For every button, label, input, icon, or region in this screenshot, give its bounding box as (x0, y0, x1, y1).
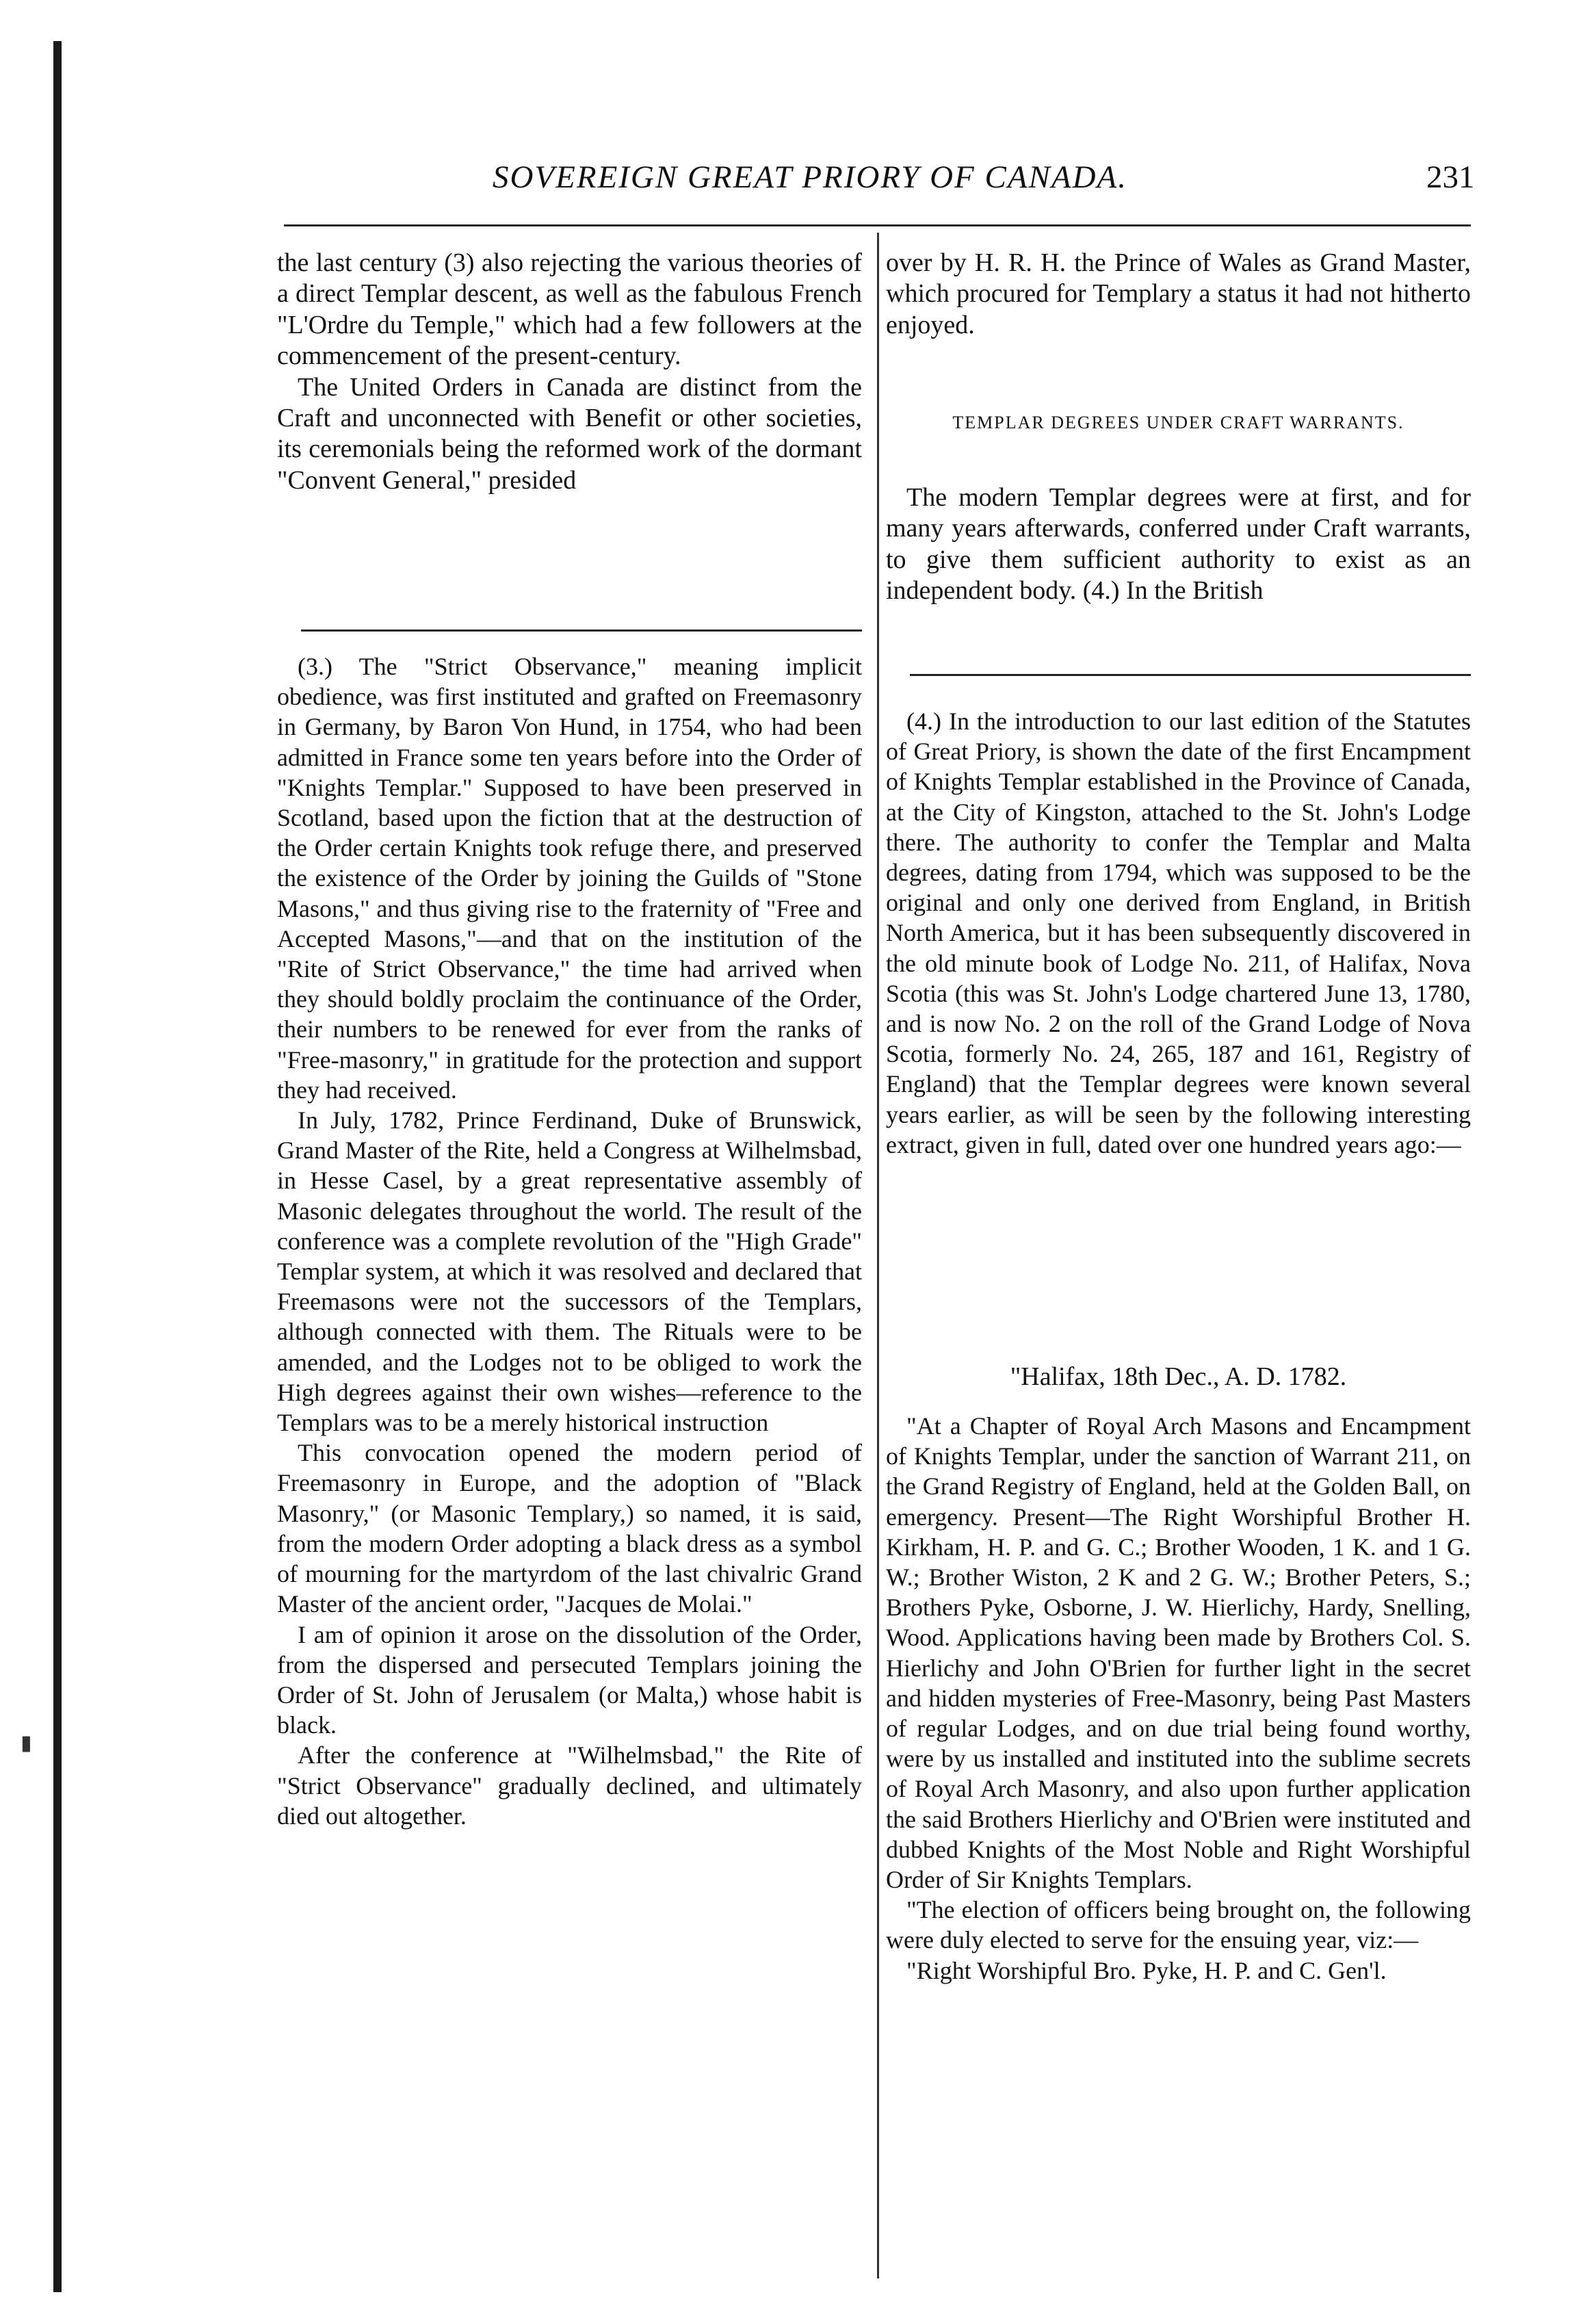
column-divider (877, 233, 879, 2278)
quoted-minutes (886, 1411, 1471, 1986)
footnote-3-paragraph-4: I am of opinion it arose on the dissolution of the Order, from the dispersed and persecuted Templars joining the Order of St. John of Jerusalem (or Malta,) whose habit is black. (277, 1620, 862, 1739)
quote-paragraph-3: "Right Worshipful Bro. Pyke, H. P. and C. Gen'l. (906, 1956, 1387, 1984)
header-rule (284, 224, 1471, 226)
footnote-3-paragraph-2: In July, 1782, Prince Ferdinand, Duke of Brunswick, Grand Master of the Rite, held a Congress at Wilhelmsbad, in Hesse Casel, by a great representative assembly of Masonic delegates throughout the world. The result of the conference was a complete revolution of the "High Grade" Templar system, at which it was resolved and declared that Freemasons were not the successors of the Templars, although connected with them. The Rituals were to be amended, and the Lodges not to be obliged to work the High degrees against their own wishes—reference to the Templars was to be a merely historical instruction (277, 1106, 862, 1437)
running-header-title: SOVEREIGN GREAT PRIORY OF CANADA. (493, 159, 1128, 195)
footnote-3-paragraph-3: This convocation opened the modern period of Freemasonry in Europe, and the adoption of "Black Masonry," (or Masonic Templary,) so named, it is said, from the modern Order adopting a black dress as a symbol of mourning for the martyrdom of the last chivalric Grand Master of the ancient order, "Jacques de Molai." (277, 1439, 862, 1618)
footnote-3-paragraph-5: After the conference at "Wilhelmsbad," the Rite of "Strict Observance" gradually declined, and ultimately died out altogether. (277, 1741, 862, 1830)
left-paragraph-2: The United Orders in Canada are distinct from the Craft and unconnected with Benefit or other societies, its ceremonials being the reformed work of the dormant "Convent General," presided (277, 372, 862, 495)
right-column-section-text (886, 482, 1471, 607)
page-number: 231 (1426, 159, 1475, 195)
footnote-4 (886, 706, 1471, 1160)
footnote-4-paragraph: (4.) In the introduction to our last edition of the Statutes of Great Priory, is shown the date of the first Encampment of Knights Templar established in the Province of Canada, at the City of Kingston, attached to the St. John's Lodge there. The authority to confer the Templar and Malta degrees, dating from 1794, which was supposed to be the original and only one derived from England, in British North America, but it has been subsequently discovered in the old minute book of Lodge No. 211, of Halifax, Nova Scotia (this was St. John's Lodge chartered June 13, 1780, and is now No. 2 on the roll of the Grand Lodge of Nova Scotia, formerly No. 24, 265, 187 and 161, Registry of England) that the Templar degrees were known several years earlier, as will be seen by the following interesting extract, given in full, dated over one hundred years ago:— (886, 707, 1471, 1158)
right-column-main-text (886, 248, 1471, 341)
left-footnote-rule (301, 629, 862, 632)
left-column-main-text (277, 248, 862, 496)
footnote-3 (277, 651, 862, 1831)
right-paragraph-1: over by H. R. H. the Prince of Wales as Grand Master, which procured for Templary a status it had not hitherto enjoyed. (886, 248, 1471, 339)
margin-mark: ▮ (21, 1732, 32, 1754)
left-paragraph-1: the last century (3) also rejecting the various theories of a direct Templar descent, as well as the fabulous French "L'Ordre du Temple," which had a few followers at the commencement of the present-century. (277, 248, 862, 371)
right-paragraph-2: The modern Templar degrees were at first, and for many years afterwards, conferred under Craft warrants, to give them sufficient authority to exist as an independent body. (4.) In the British (886, 483, 1471, 606)
quote-paragraph-2: "The election of officers being brought on, the following were duly elected to serve for the ensuing year, viz:— (886, 1896, 1471, 1954)
right-footnote-rule (910, 674, 1471, 676)
quote-paragraph-1: "At a Chapter of Royal Arch Masons and Encampment of Knights Templar, under the sanction of Warrant 211, on the Grand Registry of England, held at the Golden Ball, on emergency. Present—The Right Worshipful Brother H. Kirkham, H. P. and G. C.; Brother Wooden, 1 K. and 1 G. W.; Brother Wiston, 2 K and 2 G. W.; Brother Peters, S.; Brothers Pyke, Osborne, J. W. Hierlichy, Hardy, Snelling, Wood. Applications having been made by Brothers Col. S. Hierlichy and John O'Brien for further light in the secret and hidden mysteries of Free-Masonry, being Past Masters of regular Lodges, and on due trial being found worthy, were by us installed and instituted into the sublime secrets of Royal Arch Masonry, and also upon further application the said Brothers Hierlichy and O'Brien were instituted and dubbed Knights of the Most Noble and Right Worshipful Order of Sir Knights Templars. (886, 1412, 1471, 1894)
footnote-3-paragraph-1: (3.) The "Strict Observance," meaning implicit obedience, was first instituted and grafted on Freemasonry in Germany, by Baron Von Hund, in 1754, who had been admitted in France some ten years before into the Order of "Knights Templar." Supposed to have been preserved in Scotland, based upon the fiction that at the destruction of the Order certain Knights took refuge there, and preserved the existence of the Order by joining the Guilds of "Stone Masons," and thus giving rise to the fraternity of "Free and Accepted Masons,"—and that on the institution of the "Rite of Strict Observance," the time had arrived when they should boldly proclaim the continuance of the Order, their numbers to be renewed for ever from the ranks of "Free-masonry," in gratitude for the protection and support they had received. (277, 653, 862, 1104)
quote-dateline: "Halifax, 18th Dec., A. D. 1782. (1010, 1362, 1347, 1391)
section-heading: TEMPLAR DEGREES UNDER CRAFT WARRANTS. (952, 413, 1404, 432)
binding-edge (53, 41, 62, 2292)
